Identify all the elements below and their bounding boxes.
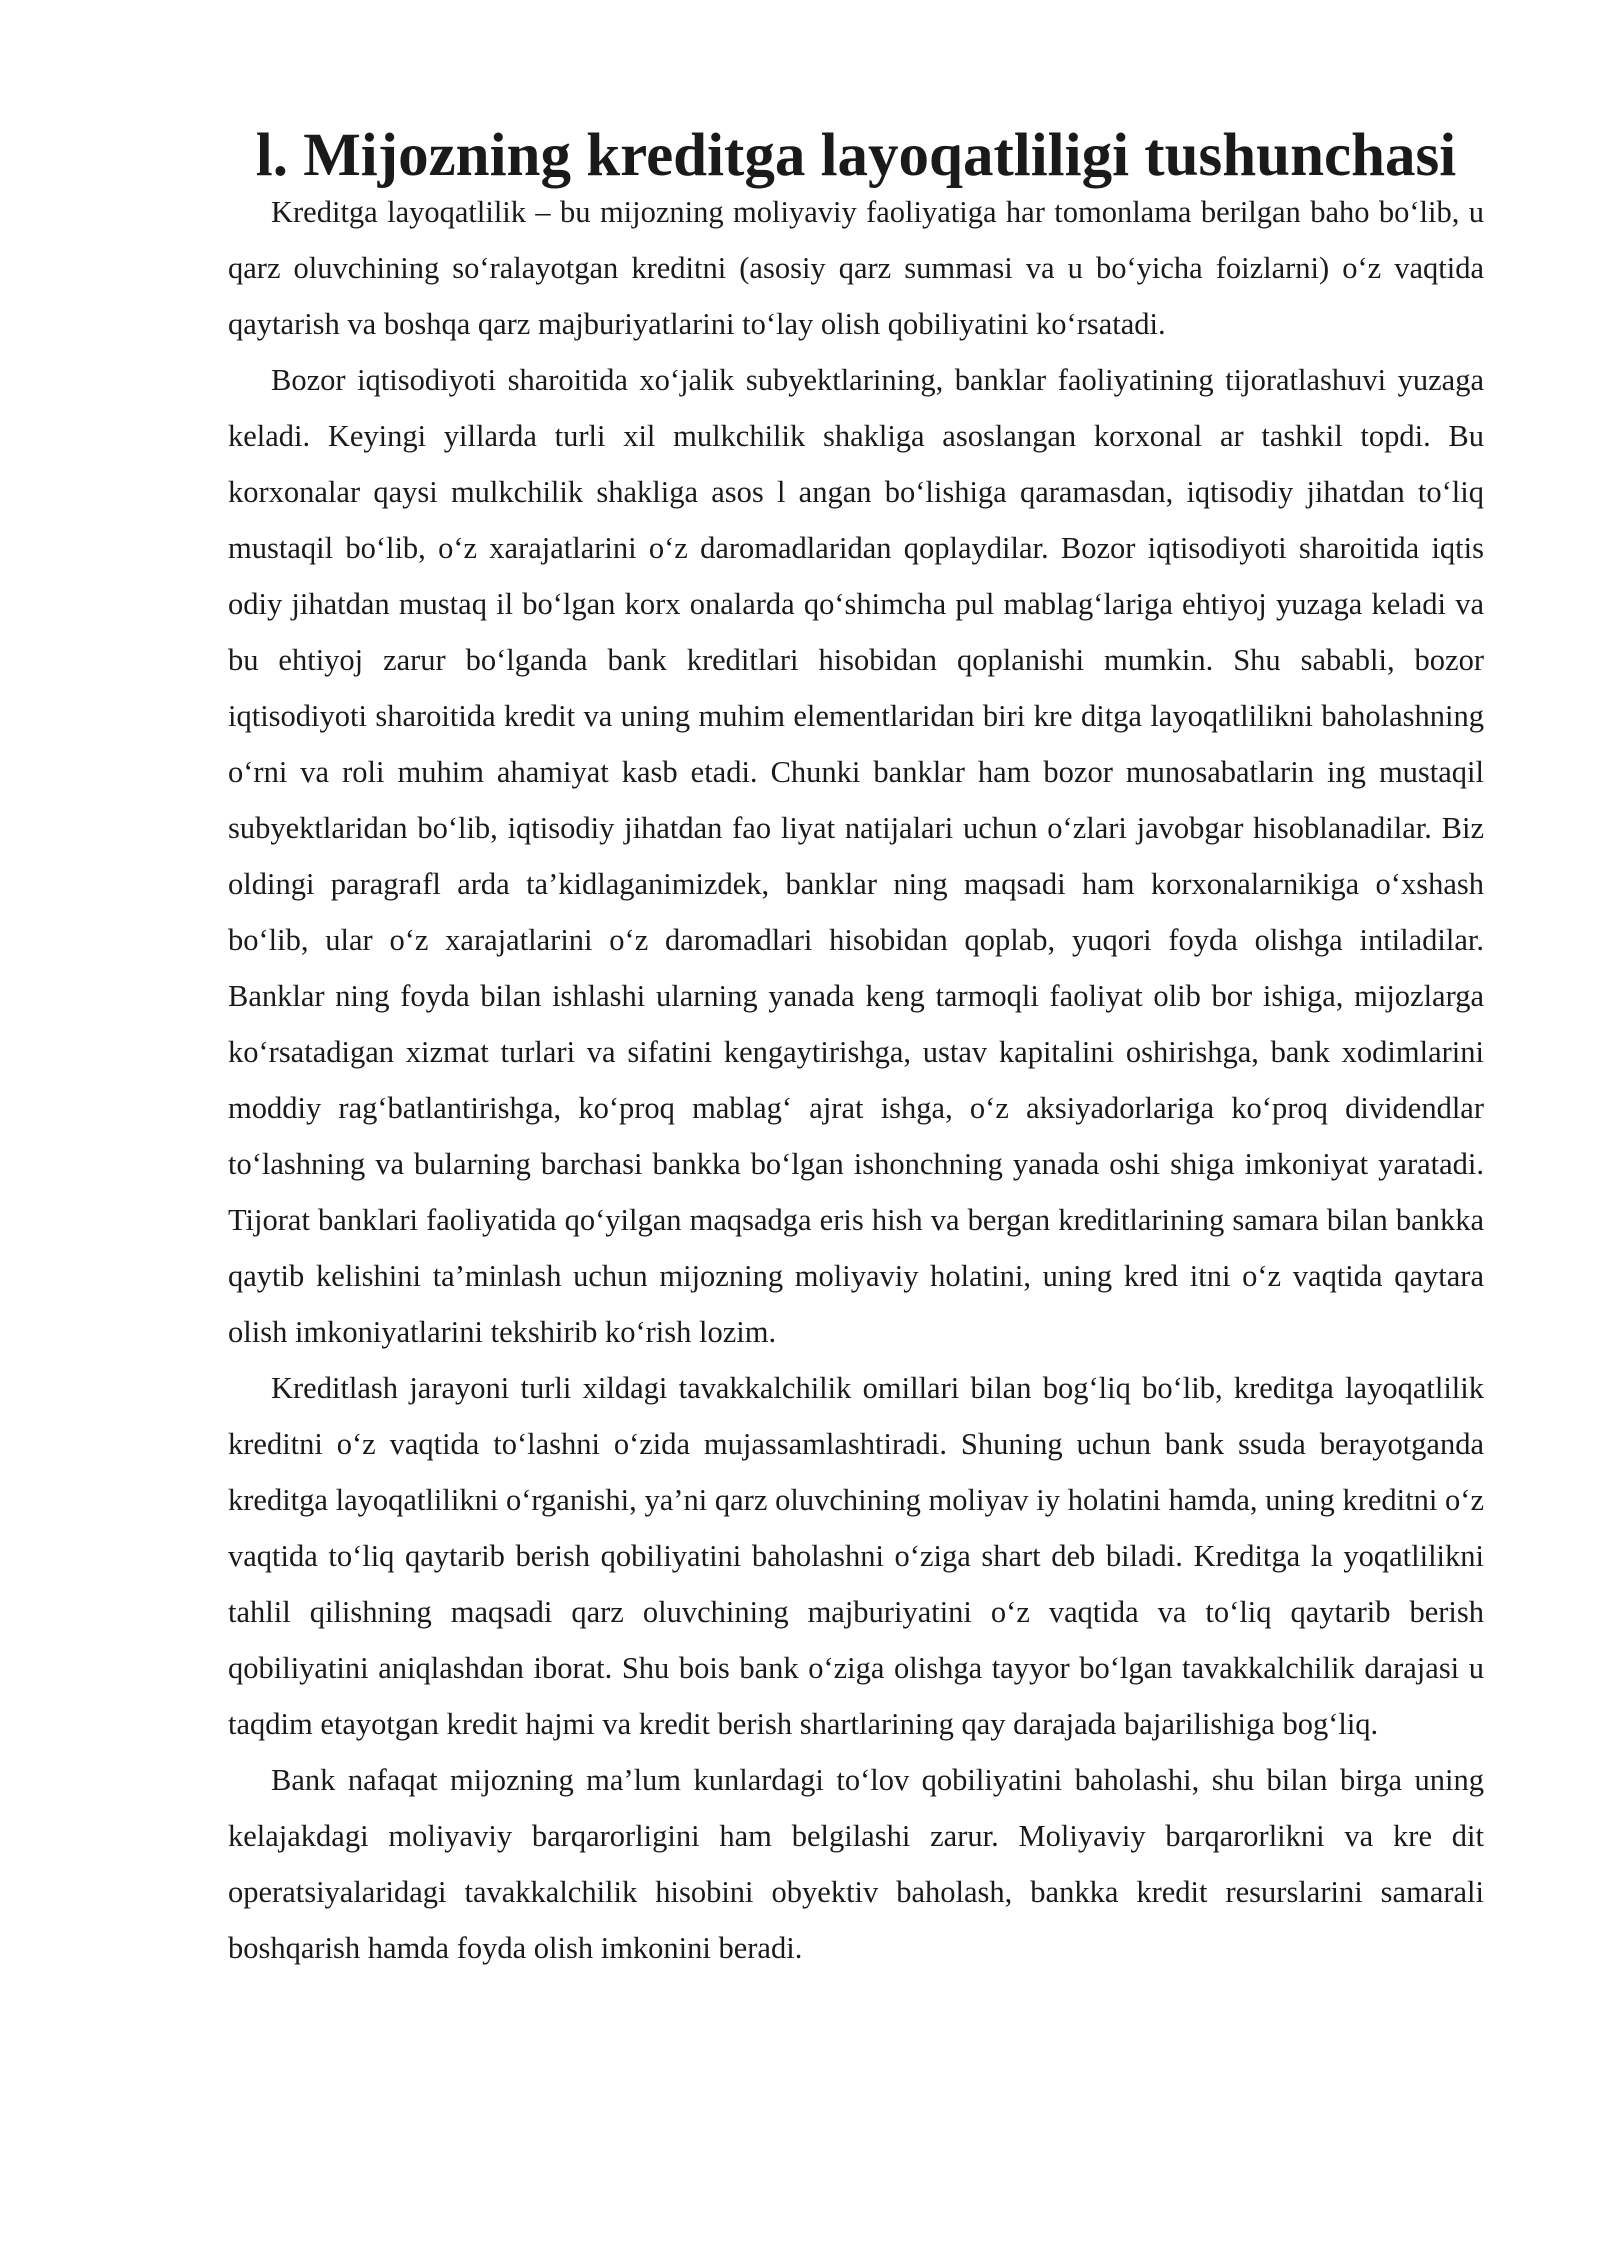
paragraph-1: Kreditga layoqatlilik – bu mijozning moliyaviy faoliyatiga har tomonlama berilgan baho bo‘lib, u qarz oluvchining so‘ralayotgan kreditni (asosiy qarz summasi va u bo‘yicha foizlarni) o‘z vaqtida qaytarish va boshqa qarz majburiyatlarini to‘lay olish qobiliyatini ko‘rsatadi. xyxy=(228,195,1484,341)
paragraph-2: Bozor iqtisodiyoti sharoitida xo‘jalik subyektlarining, banklar faoliyatining tijoratlashuvi yuzaga keladi. Keyingi yillarda turli xil mulkchilik shakliga asoslangan korxonal ar tashkil topdi. Bu korxonalar qaysi mulkchilik shakliga asos l angan bo‘lishiga qaramasdan, iqtisodiy jihatdan to‘liq mustaqil bo‘lib, o‘z xarajatlarini o‘z daromadlaridan qoplaydilar. Bozor iqtisodiyoti sharoitida iqtis odiy jihatdan mustaq il bo‘lgan korx onalarda qo‘shimcha pul mablag‘lariga ehtiyoj yuzaga keladi va bu ehtiyoj zarur bo‘lganda bank kreditlari hisobidan qoplanishi mumkin. Shu sababli, bozor iqtisodiyoti sharoitida kredit va uning muhim elementlaridan biri kre ditga layoqatlilikni baholashning o‘rni va roli muhim ahamiyat kasb etadi. Chunki banklar ham bozor munosabatlarin ing mustaqil subyektlaridan bo‘lib, iqtisodiy jihatdan fao liyat natijalari uchun o‘zlari javobgar hisoblanadilar. Biz oldingi paragrafl arda ta’kidlaganimizdek, banklar ning maqsadi ham korxonalarnikiga o‘xshash bo‘lib, ular o‘z xarajatlarini o‘z daromadlari hisobidan qoplab, yuqori foyda olishga intiladilar. Banklar ning foyda bilan ishlashi ularning yanada keng tarmoqli faoliyat olib bor ishiga, mijozlarga ko‘rsatadigan xizmat turlari va sifatini kengaytirishga, ustav kapitalini oshirishga, bank xodimlarini moddiy rag‘batlantirishga, ko‘proq mablag‘ ajrat ishga, o‘z aksiyadorlariga ko‘proq dividendlar to‘lashning va bularning barchasi bankka bo‘lgan ishonchning yanada oshi shiga imkoniyat yaratadi. Tijorat banklari faoliyatida qo‘yilgan maqsadga eris hish va bergan kreditlarining samara bilan bankka qaytib kelishini ta’minlash uchun mijozning moliyaviy holatini, uning kred itni o‘z vaqtida qaytara olish imkoniyatlarini tekshirib ko‘rish lozim. xyxy=(228,363,1484,1349)
paragraph-4: Bank nafaqat mijozning ma’lum kunlardagi to‘lov qobiliyatini baholashi, shu bilan birga uning kelajakdagi moliyaviy barqarorligini ham belgilashi zarur. Moliyaviy barqarorlikni va kre dit operatsiyalaridagi tavakkalchilik hisobini obyektiv baholash, bankka kredit resurslarini samarali boshqarish hamda foyda olish imkonini beradi. xyxy=(228,1763,1484,1965)
document-title: l. Mijozning kreditga layoqatliligi tushunchasi xyxy=(255,122,1457,189)
paragraph-3: Kreditlash jarayoni turli xildagi tavakkalchilik omillari bilan bog‘liq bo‘lib, kreditga layoqatlilik kreditni o‘z vaqtida to‘lashni o‘zida mujassamlashtiradi. Shuning uchun bank ssuda berayotganda kreditga layoqatlilikni o‘rganishi, ya’ni qarz oluvchining moliyav iy holatini hamda, uning kreditni o‘z vaqtida to‘liq qaytarib berish qobiliyatini baholashni o‘ziga shart deb biladi. Kreditga la yoqatlilikni tahlil qilishning maqsadi qarz oluvchining majburiyatini o‘z vaqtida va to‘liq qaytarib berish qobiliyatini aniqlashdan iborat. Shu bois bank o‘ziga olishga tayyor bo‘lgan tavakkalchilik darajasi u taqdim etayotgan kredit hajmi va kredit berish shartlarining qay darajada bajarilishiga bog‘liq. xyxy=(228,1371,1484,1741)
document-page xyxy=(228,122,1484,1976)
